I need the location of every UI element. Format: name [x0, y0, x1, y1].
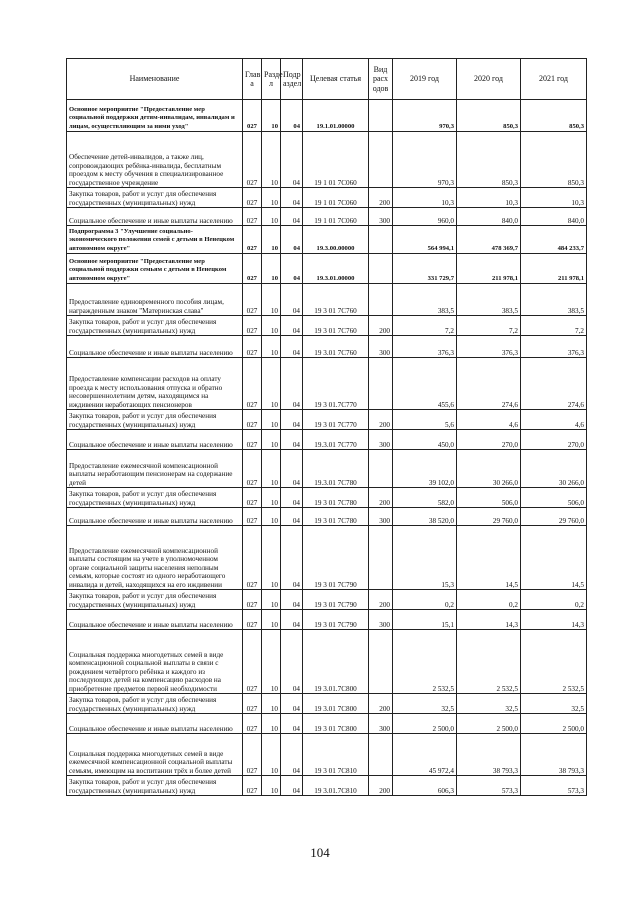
cell-vid: 300 — [369, 430, 393, 450]
cell-vid — [369, 254, 393, 284]
cell-glava: 027 — [243, 188, 262, 208]
cell-podrazdel: 04 — [281, 694, 303, 714]
cell-vid — [369, 132, 393, 188]
cell-name: Закупка товаров, работ и услуг для обеспечения государственных (муниципальных) нужд — [67, 694, 243, 714]
cell-value-2019: 15,3 — [393, 526, 457, 590]
cell-glava: 027 — [243, 430, 262, 450]
cell-razdel: 10 — [262, 450, 281, 488]
cell-glava: 027 — [243, 254, 262, 284]
budget-table-sheet — [66, 58, 586, 796]
cell-value-2021: 2 532,5 — [521, 630, 587, 694]
cell-podrazdel: 04 — [281, 508, 303, 526]
cell-value-2021: 383,5 — [521, 284, 587, 316]
table-row — [67, 610, 587, 630]
cell-name: Предоставление ежемесячной компенсационной выплаты неработающим пенсионерам на содержание детей — [67, 450, 243, 488]
cell-glava: 027 — [243, 508, 262, 526]
table-row — [67, 590, 587, 610]
cell-value-2019: 383,5 — [393, 284, 457, 316]
cell-vid: 300 — [369, 336, 393, 358]
cell-vid — [369, 450, 393, 488]
cell-name: Обеспечение детей-инвалидов, а также лиц, сопровождающих ребёнка-инвалида, бесплатным проездом к месту обучения в специализированное государственное учреждение — [67, 132, 243, 188]
cell-value-2020: 7,2 — [457, 316, 521, 336]
cell-value-2020: 14,5 — [457, 526, 521, 590]
cell-statya: 19.1.01.00000 — [303, 100, 369, 132]
cell-podrazdel: 04 — [281, 450, 303, 488]
cell-vid: 300 — [369, 508, 393, 526]
cell-podrazdel: 04 — [281, 488, 303, 508]
cell-name: Основное мероприятие "Предоставление мер социальной поддержки детям-инвалидам, инвалидам и лицам, осуществляющим за ними уход" — [67, 100, 243, 132]
cell-statya: 19 3 01 7С800 — [303, 714, 369, 734]
table-row — [67, 226, 587, 254]
cell-name: Закупка товаров, работ и услуг для обеспечения государственных (муниципальных) нужд — [67, 410, 243, 430]
cell-statya: 19 3 01 7С760 — [303, 284, 369, 316]
cell-value-2020: 10,3 — [457, 188, 521, 208]
cell-value-2020: 2 532,5 — [457, 630, 521, 694]
cell-value-2020: 32,5 — [457, 694, 521, 714]
cell-value-2019: 38 520,0 — [393, 508, 457, 526]
cell-statya: 19 3 01 7С810 — [303, 734, 369, 776]
cell-statya: 19.3.01 7С780 — [303, 450, 369, 488]
table-row — [67, 776, 587, 796]
cell-value-2019: 970,3 — [393, 100, 457, 132]
cell-value-2021: 29 760,0 — [521, 508, 587, 526]
cell-value-2021: 376,3 — [521, 336, 587, 358]
cell-statya: 19 3 01 7С760 — [303, 316, 369, 336]
table-row — [67, 284, 587, 316]
cell-name: Социальное обеспечение и иные выплаты населению — [67, 430, 243, 450]
cell-vid — [369, 358, 393, 410]
cell-value-2021: 840,0 — [521, 208, 587, 226]
cell-name: Закупка товаров, работ и услуг для обеспечения государственных (муниципальных) нужд — [67, 488, 243, 508]
table-row — [67, 358, 587, 410]
table-row — [67, 508, 587, 526]
page-number: 104 — [310, 845, 330, 860]
cell-value-2019: 10,3 — [393, 188, 457, 208]
cell-razdel: 10 — [262, 336, 281, 358]
cell-value-2021: 38 793,3 — [521, 734, 587, 776]
cell-glava: 027 — [243, 226, 262, 254]
cell-value-2019: 970,3 — [393, 132, 457, 188]
cell-name: Социальное обеспечение и иные выплаты населению — [67, 336, 243, 358]
cell-value-2021: 32,5 — [521, 694, 587, 714]
cell-vid: 300 — [369, 610, 393, 630]
col-header-vid: Вид расх одов — [369, 59, 393, 100]
cell-statya: 19 1 01 7С060 — [303, 208, 369, 226]
cell-razdel: 10 — [262, 132, 281, 188]
table-row — [67, 526, 587, 590]
cell-statya: 19 3.01.7С800 — [303, 630, 369, 694]
cell-vid: 200 — [369, 590, 393, 610]
cell-value-2021: 573,3 — [521, 776, 587, 796]
cell-podrazdel: 04 — [281, 316, 303, 336]
cell-podrazdel: 04 — [281, 734, 303, 776]
col-header-podrazdel: Подр аздел — [281, 59, 303, 100]
cell-name: Закупка товаров, работ и услуг для обеспечения государственных (муниципальных) нужд — [67, 188, 243, 208]
cell-vid — [369, 100, 393, 132]
cell-razdel: 10 — [262, 254, 281, 284]
cell-value-2019: 450,0 — [393, 430, 457, 450]
cell-glava: 027 — [243, 336, 262, 358]
table-row — [67, 316, 587, 336]
cell-statya: 19.3.01.00000 — [303, 254, 369, 284]
cell-glava: 027 — [243, 776, 262, 796]
cell-glava: 027 — [243, 714, 262, 734]
cell-glava: 027 — [243, 358, 262, 410]
cell-razdel: 10 — [262, 610, 281, 630]
cell-value-2020: 0,2 — [457, 590, 521, 610]
cell-value-2020: 506,0 — [457, 488, 521, 508]
cell-glava: 027 — [243, 610, 262, 630]
cell-value-2020: 376,3 — [457, 336, 521, 358]
cell-value-2020: 211 978,1 — [457, 254, 521, 284]
table-row — [67, 188, 587, 208]
cell-value-2020: 840,0 — [457, 208, 521, 226]
cell-value-2019: 39 102,0 — [393, 450, 457, 488]
cell-value-2021: 4,6 — [521, 410, 587, 430]
cell-statya: 19 1 01 7С060 — [303, 188, 369, 208]
cell-value-2021: 10,3 — [521, 188, 587, 208]
cell-value-2019: 0,2 — [393, 590, 457, 610]
cell-value-2021: 850,3 — [521, 132, 587, 188]
cell-value-2020: 29 760,0 — [457, 508, 521, 526]
cell-value-2019: 15,1 — [393, 610, 457, 630]
cell-glava: 027 — [243, 208, 262, 226]
cell-name: Закупка товаров, работ и услуг для обеспечения государственных (муниципальных) нужд — [67, 776, 243, 796]
cell-value-2020: 30 266,0 — [457, 450, 521, 488]
cell-name: Подпрограмма 3 "Улучшение социально-экономического положения семей с детьми в Ненецком автономном округе" — [67, 226, 243, 254]
cell-razdel: 10 — [262, 508, 281, 526]
cell-value-2021: 211 978,1 — [521, 254, 587, 284]
cell-value-2020: 270,0 — [457, 430, 521, 450]
cell-razdel: 10 — [262, 208, 281, 226]
cell-podrazdel: 04 — [281, 358, 303, 410]
cell-value-2021: 274,6 — [521, 358, 587, 410]
cell-podrazdel: 04 — [281, 714, 303, 734]
cell-razdel: 10 — [262, 316, 281, 336]
cell-value-2019: 606,3 — [393, 776, 457, 796]
cell-value-2019: 32,5 — [393, 694, 457, 714]
cell-vid: 200 — [369, 188, 393, 208]
cell-value-2021: 506,0 — [521, 488, 587, 508]
cell-value-2021: 7,2 — [521, 316, 587, 336]
cell-vid: 200 — [369, 410, 393, 430]
table-row — [67, 450, 587, 488]
budget-table — [66, 58, 587, 796]
cell-statya: 19 3.01.7С810 — [303, 776, 369, 796]
cell-podrazdel: 04 — [281, 610, 303, 630]
cell-podrazdel: 04 — [281, 132, 303, 188]
cell-statya: 19 3 01 7С790 — [303, 610, 369, 630]
cell-value-2019: 7,2 — [393, 316, 457, 336]
cell-name: Основное мероприятие "Предоставление мер социальной поддержки семьям с детьми в Ненецком автономном округе" — [67, 254, 243, 284]
cell-razdel: 10 — [262, 714, 281, 734]
cell-statya: 19 3 01 7С770 — [303, 410, 369, 430]
cell-podrazdel: 04 — [281, 226, 303, 254]
cell-glava: 027 — [243, 694, 262, 714]
cell-vid: 300 — [369, 208, 393, 226]
cell-razdel: 10 — [262, 284, 281, 316]
col-header-2021: 2021 год — [521, 59, 587, 100]
cell-razdel: 10 — [262, 188, 281, 208]
cell-name: Предоставление ежемесячной компенсационной выплаты состоящим на учете в уполномоченном органе социальной защиты населения неполным семьям, которые состоят из одного неработающего инвалида и детей, находящихся на его иждивении — [67, 526, 243, 590]
cell-glava: 027 — [243, 450, 262, 488]
cell-vid: 200 — [369, 776, 393, 796]
cell-razdel: 10 — [262, 430, 281, 450]
cell-podrazdel: 04 — [281, 254, 303, 284]
cell-name: Социальная поддержка многодетных семей в виде компенсационной социальной выплаты в связи с рождением четвёртого ребёнка и каждого из последующих детей на компенсацию расходов на приобретение предметов первой необходимости — [67, 630, 243, 694]
cell-vid — [369, 226, 393, 254]
cell-statya: 19 3 01 7С780 — [303, 488, 369, 508]
table-row — [67, 336, 587, 358]
cell-podrazdel: 04 — [281, 430, 303, 450]
cell-value-2020: 573,3 — [457, 776, 521, 796]
cell-value-2021: 270,0 — [521, 430, 587, 450]
cell-name: Предоставление единовременного пособия лицам, награжденным знаком "Материнская слава" — [67, 284, 243, 316]
table-row — [67, 630, 587, 694]
cell-value-2019: 2 532,5 — [393, 630, 457, 694]
cell-value-2020: 850,3 — [457, 132, 521, 188]
cell-name: Предоставление компенсации расходов на оплату проезда к месту использования отпуска и обратно несовершеннолетним детям, находящимся на иждивении неработающих пенсионеров — [67, 358, 243, 410]
cell-statya: 19 1 01 7С060 — [303, 132, 369, 188]
table-row — [67, 410, 587, 430]
cell-value-2019: 2 500,0 — [393, 714, 457, 734]
cell-razdel: 10 — [262, 100, 281, 132]
table-row — [67, 694, 587, 714]
cell-glava: 027 — [243, 630, 262, 694]
cell-glava: 027 — [243, 526, 262, 590]
col-header-2019: 2019 год — [393, 59, 457, 100]
cell-statya: 19.3.01 7С770 — [303, 430, 369, 450]
cell-podrazdel: 04 — [281, 100, 303, 132]
cell-value-2019: 582,0 — [393, 488, 457, 508]
col-header-glava: Глав а — [243, 59, 262, 100]
cell-vid — [369, 734, 393, 776]
cell-razdel: 10 — [262, 358, 281, 410]
cell-value-2021: 0,2 — [521, 590, 587, 610]
cell-value-2021: 30 266,0 — [521, 450, 587, 488]
cell-glava: 027 — [243, 410, 262, 430]
cell-name: Социальное обеспечение и иные выплаты населению — [67, 714, 243, 734]
table-body — [67, 100, 587, 796]
cell-razdel: 10 — [262, 590, 281, 610]
cell-value-2021: 14,3 — [521, 610, 587, 630]
cell-glava: 027 — [243, 590, 262, 610]
cell-glava: 027 — [243, 488, 262, 508]
cell-name: Закупка товаров, работ и услуг для обеспечения государственных (муниципальных) нужд — [67, 316, 243, 336]
cell-vid: 200 — [369, 694, 393, 714]
cell-razdel: 10 — [262, 410, 281, 430]
cell-razdel: 10 — [262, 630, 281, 694]
cell-statya: 19.3.00.00000 — [303, 226, 369, 254]
cell-podrazdel: 04 — [281, 410, 303, 430]
col-header-2020: 2020 год — [457, 59, 521, 100]
cell-name: Социальная поддержка многодетных семей в виде ежемесячной компенсационной социальной выплаты семьям, имеющим на воспитании трёх и более детей — [67, 734, 243, 776]
cell-statya: 19 3 01.7С770 — [303, 358, 369, 410]
cell-name: Социальное обеспечение и иные выплаты населению — [67, 208, 243, 226]
table-row — [67, 132, 587, 188]
cell-glava: 027 — [243, 132, 262, 188]
cell-podrazdel: 04 — [281, 336, 303, 358]
cell-statya: 19 3.01 7С760 — [303, 336, 369, 358]
cell-value-2019: 960,0 — [393, 208, 457, 226]
cell-vid — [369, 526, 393, 590]
cell-value-2021: 484 233,7 — [521, 226, 587, 254]
cell-value-2019: 45 972,4 — [393, 734, 457, 776]
cell-glava: 027 — [243, 316, 262, 336]
cell-razdel: 10 — [262, 694, 281, 714]
table-row — [67, 734, 587, 776]
cell-value-2020: 2 500,0 — [457, 714, 521, 734]
cell-statya: 19 3 01 7С780 — [303, 508, 369, 526]
table-row — [67, 488, 587, 508]
cell-value-2019: 455,6 — [393, 358, 457, 410]
cell-razdel: 10 — [262, 776, 281, 796]
table-header-row — [67, 59, 587, 100]
cell-statya: 19 3 01 7С790 — [303, 526, 369, 590]
table-row — [67, 254, 587, 284]
cell-name: Закупка товаров, работ и услуг для обеспечения государственных (муниципальных) нужд — [67, 590, 243, 610]
cell-podrazdel: 04 — [281, 284, 303, 316]
cell-value-2021: 2 500,0 — [521, 714, 587, 734]
col-header-name: Наименование — [67, 59, 243, 100]
table-row — [67, 430, 587, 450]
cell-value-2020: 478 369,7 — [457, 226, 521, 254]
cell-value-2020: 38 793,3 — [457, 734, 521, 776]
cell-value-2020: 383,5 — [457, 284, 521, 316]
cell-value-2020: 4,6 — [457, 410, 521, 430]
cell-razdel: 10 — [262, 526, 281, 590]
cell-value-2020: 274,6 — [457, 358, 521, 410]
col-header-razdel: Разде л — [262, 59, 281, 100]
cell-podrazdel: 04 — [281, 188, 303, 208]
cell-glava: 027 — [243, 100, 262, 132]
cell-vid — [369, 630, 393, 694]
cell-podrazdel: 04 — [281, 590, 303, 610]
cell-podrazdel: 04 — [281, 776, 303, 796]
cell-value-2019: 331 729,7 — [393, 254, 457, 284]
cell-glava: 027 — [243, 734, 262, 776]
cell-vid: 300 — [369, 714, 393, 734]
cell-glava: 027 — [243, 284, 262, 316]
cell-value-2019: 5,6 — [393, 410, 457, 430]
cell-vid: 200 — [369, 316, 393, 336]
cell-value-2020: 850,3 — [457, 100, 521, 132]
cell-value-2021: 14,5 — [521, 526, 587, 590]
cell-value-2020: 14,3 — [457, 610, 521, 630]
col-header-statya: Целевая статья — [303, 59, 369, 100]
cell-vid: 200 — [369, 488, 393, 508]
cell-name: Социальное обеспечение и иные выплаты населению — [67, 610, 243, 630]
cell-statya: 19 3 01 7С790 — [303, 590, 369, 610]
cell-podrazdel: 04 — [281, 208, 303, 226]
cell-podrazdel: 04 — [281, 630, 303, 694]
cell-razdel: 10 — [262, 226, 281, 254]
cell-value-2019: 564 994,1 — [393, 226, 457, 254]
cell-value-2021: 850,3 — [521, 100, 587, 132]
cell-podrazdel: 04 — [281, 526, 303, 590]
cell-razdel: 10 — [262, 488, 281, 508]
table-row — [67, 100, 587, 132]
cell-vid — [369, 284, 393, 316]
cell-name: Социальное обеспечение и иные выплаты населению — [67, 508, 243, 526]
cell-value-2019: 376,3 — [393, 336, 457, 358]
cell-statya: 19 3.01 7С800 — [303, 694, 369, 714]
table-row — [67, 208, 587, 226]
table-row — [67, 714, 587, 734]
cell-razdel: 10 — [262, 734, 281, 776]
